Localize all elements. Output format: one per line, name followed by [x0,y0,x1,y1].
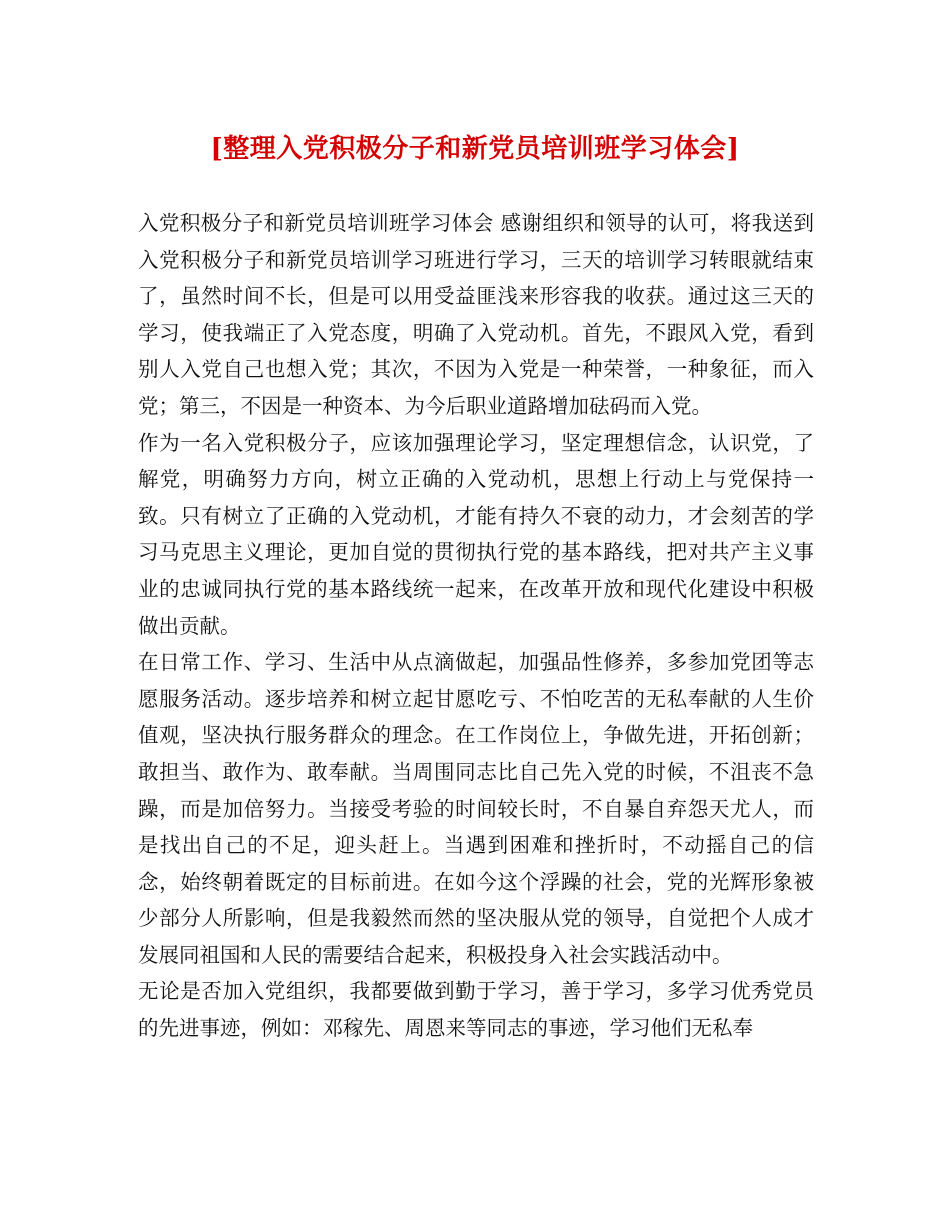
document-title: [整理入党积极分子和新党员培训班学习体会] [210,134,740,164]
document-body [138,205,814,1047]
paragraph-4: 无论是否加入党组织，我都要做到勤于学习，善于学习，多学习优秀党员的先进事迹，例如：邓稼先、周恩来等同志的事迹，学习他们无私奉 [138,979,814,1041]
paragraph-3: 在日常工作、学习、生活中从点滴做起，加强品性修养，多参加党团等志愿服务活动。逐步培养和树立起甘愿吃亏、不怕吃苦的无私奉献的人生价值观，坚决执行服务群众的理念。在工作岗位上，争做先进，开拓创新；敢担当、敢作为、敢奉献。当周围同志比自己先入党的时候，不沮丧不急躁，而是加倍努力。当接受考验的时间较长时，不自暴自弃怨天尤人，而是找出自己的不足，迎头赶上。当遇到困难和挫折时，不动摇自己的信念，始终朝着既定的目标前进。在如今这个浮躁的社会，党的光辉形象被少部分人所影响，但是我毅然而然的坚决服从党的领导，自觉把个人成才发展同祖国和人民的需要结合起来，积极投身入社会实践活动中。 [138,650,814,967]
paragraph-1: 入党积极分子和新党员培训班学习体会 感谢组织和领导的认可，将我送到入党积极分子和新党员培训学习班进行学习，三天的培训学习转眼就结束了，虽然时间不长，但是可以用受益匪浅来形容我的收获。通过这三天的学习，使我端正了入党态度，明确了入党动机。首先，不跟风入党，看到别人入党自己也想入党；其次，不因为入党是一种荣誉，一种象征，而入党；第三，不因是一种资本、为今后职业道路增加砝码而入党。 [138,211,814,418]
paragraph-2: 作为一名入党积极分子，应该加强理论学习，坚定理想信念，认识党，了解党，明确努力方向，树立正确的入党动机，思想上行动上与党保持一致。只有树立了正确的入党动机，才能有持久不衰的动力，才会刻苦的学习马克思主义理论，更加自觉的贯彻执行党的基本路线，把对共产主义事业的忠诚同执行党的基本路线统一起来，在改革开放和现代化建设中积极做出贡献。 [138,430,814,638]
